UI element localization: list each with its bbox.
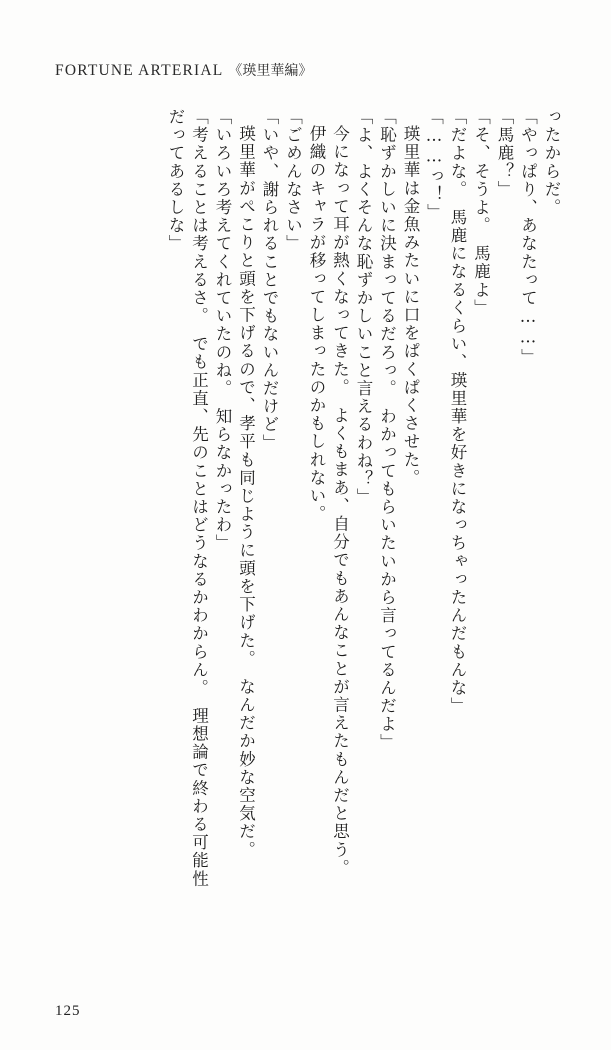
text-line: 「考えることは考えるさ。 でも正直、先のことはどうなるかわからん。 理想論で終わる可能性 <box>189 108 209 888</box>
text-line: 「そ、そうよ。 馬鹿よ」 <box>471 108 491 317</box>
text-line: 今になって耳が熱くなってきた。 よくもまあ、自分でもあんなことが言えたもんだと思う。 <box>330 125 350 877</box>
text-line: 伊織のキャラが移ってしまったのかもしれない。 <box>307 125 326 524</box>
volume-title: 《瑛里華編》 <box>228 64 313 79</box>
series-title: FORTUNE ARTERIAL <box>55 62 224 79</box>
text-line: 「恥ずかしいに決まってるだろっ。 わかってもらいたいから言ってるんだよ」 <box>377 108 397 752</box>
page-header <box>55 60 312 80</box>
text-line: 瑛里華は金魚みたいに口をぱくぱくさせた。 <box>401 125 420 487</box>
text-line: 瑛里華がぺこりと頭を下げるので、孝平も同じように頭を下げた。 なんだか妙な空気だ。 <box>236 125 256 859</box>
text-line: 「……っ！」 <box>424 108 444 222</box>
text-line: ったからだ。 <box>542 108 561 217</box>
text-line: 「馬鹿？」 <box>495 108 514 199</box>
text-line: 「よ、よくそんな恥ずかしいこと言えるわね？」 <box>354 108 373 507</box>
text-line: 「いろいろ考えてくれていたのね。 知らなかったわ」 <box>213 108 232 553</box>
text-line: だってあるしな」 <box>166 108 185 253</box>
body-text <box>54 108 559 968</box>
text-line: 「いや、謝られることでもないんだけど」 <box>260 108 279 452</box>
text-line: 「ごめんなさい」 <box>283 108 303 253</box>
page-number: 125 <box>55 1003 81 1019</box>
text-line: 「だよな。 馬鹿になるくらい、瑛里華を好きになっちゃったんだもんな」 <box>448 108 467 716</box>
text-line: 「やっぱり、あなたって……」 <box>518 108 538 367</box>
